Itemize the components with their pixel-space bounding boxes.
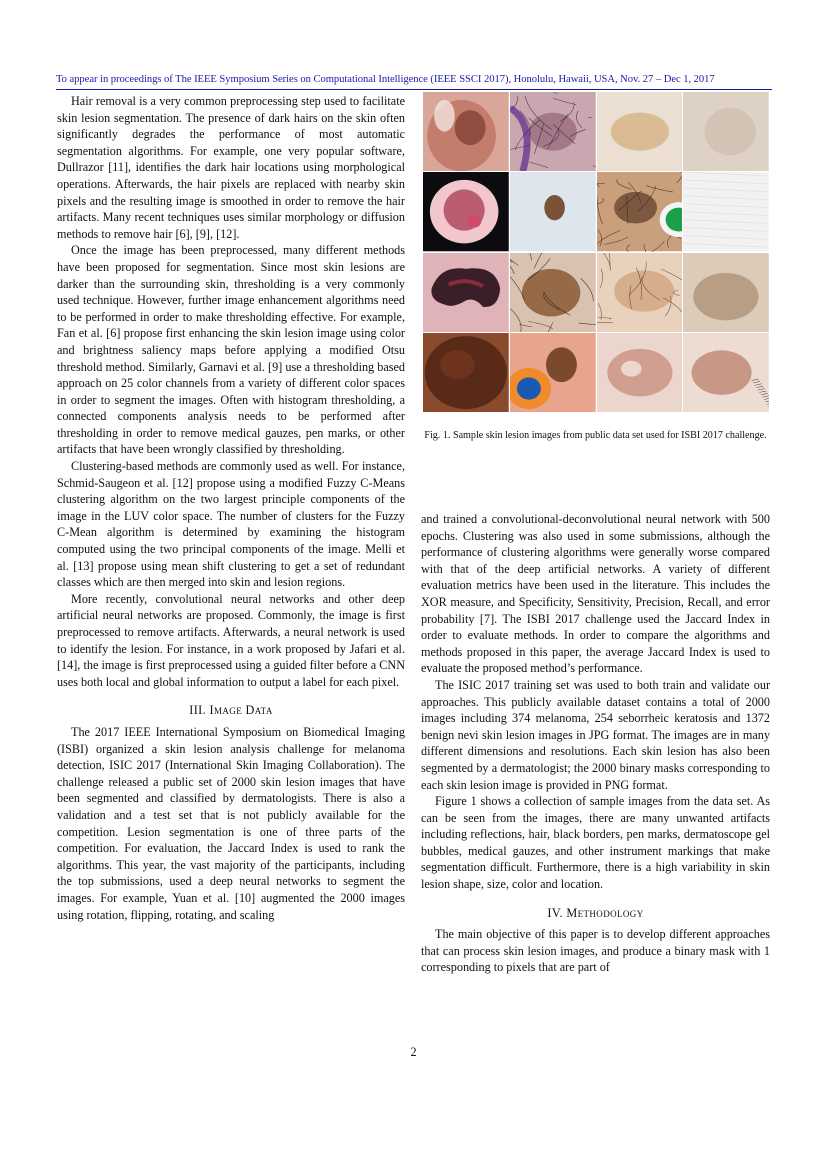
lesion-image-14: [510, 333, 596, 412]
section-title: Image Data: [209, 703, 273, 718]
paragraph-hair-removal: Hair removal is a very common preprocessing step used to facilitate skin lesion segmentation. The presence of dark hairs on the skin often significantly degrades the performance of most automatic segmentation algorithms. For example, one very popular software, Dullrazor [11], identifies the dark hair locations using morphological operations. Afterwards, the hair pixels are replaced with nearby skin pixels and the resulting image is smoothed in order to remove the hair artifacts. Many recent techniques uses similar morphology or diffusion methods to remove hair [6], [9], [12].: [57, 94, 405, 241]
section-number: III.: [189, 703, 207, 718]
paragraph-clustering: Clustering-based methods are commonly used as well. For instance, Schmid-Saugeon et al. [12] propose using a modified Fuzzy C-Means clustering algorithm on the two largest principle components of the image in the LUV color space. The number of clusters for the Fuzzy C-Mean algorithm is determined by examining the histogram computed using the two principal components of the image. Melli et al. [13] propose using mean shift clustering to get a set of redundant classes which are then merged into skin and lesion regions.: [57, 459, 405, 590]
figure-sample-lesions: [423, 92, 769, 412]
paragraph-methodology: The main objective of this paper is to develop different approaches that can process skin lesion images, and produce a binary mask with 1 corresponding to pixels that are part of: [421, 927, 770, 975]
paragraph-thresholding: Once the image has been preprocessed, many different methods have been proposed for segmentation. Since most skin lesions are darker than the surrounding skin, thresholding is a very commonly used technique. However, further image enhancement algorithms need to be performed in order to make thresholding effective. For example, Fan et al. [6] propose first enhancing the skin lesion image using color and brightness saliency maps before applying a modified Otsu threshold method. Similarly, Garnavi et al. [9] use a thresholding based approach on 25 color channels from a variety of different color spaces in order to segment the images. Often with histogram thresholding, a connected components analysis needs to be performed after thresholding in order to remove medical gauzes, pen marks, or other artifacts that have been wrongly classified by thresholding.: [57, 243, 405, 457]
section-heading-methodology: [421, 905, 770, 922]
section-title: Methodology: [566, 905, 644, 920]
section-heading-image-data: [57, 702, 405, 719]
section-number: IV.: [547, 905, 563, 920]
lesion-image-4: [683, 92, 769, 171]
lesion-image-16: [683, 333, 769, 412]
lesion-image-2: [510, 92, 596, 171]
lesion-image-12: [683, 253, 769, 332]
lesion-image-10: [510, 253, 596, 332]
paragraph-neural-networks: More recently, convolutional neural networks and other deep artificial neural networks are proposed. Commonly, the image is first preprocessed to remove artifacts. Afterwards, a neural network is used to identify the lesion. For instance, in a work proposed by Jafari et al. [14], the image is first preprocessed using a guided filter before a CNN uses both local and global information to output a label for each pixel.: [57, 591, 405, 689]
lesion-image-9: [423, 253, 509, 332]
lesion-image-1: [423, 92, 509, 171]
lesion-image-8: [683, 172, 769, 251]
left-column: [57, 93, 405, 923]
paragraph-figure-description: Figure 1 shows a collection of sample images from the data set. As can be seen from the images, there are many unwanted artifacts including reflections, hair, black borders, pen marks, dermatoscope gel bubbles, medical gauzes, and other instrument markings that make segmentation difficult. Furthermore, there is a high variability in skin lesion shape, size, color and location.: [421, 794, 770, 892]
figure-caption: Fig. 1. Sample skin lesion images from public data set used for ISBI 2017 challenge.: [424, 430, 767, 441]
paragraph-dataset: The ISIC 2017 training set was used to both train and validate our approaches. This publicly available dataset contains a total of 2000 images including 374 melanoma, 254 seborrheic keratosis and 1372 benign nevi skin lesion images in JPG format. The images are in many different dimensions and resolutions. Each skin lesion has also been segmented by a dermatologist; the 2000 binary masks corresponding to each skin lesion image is provided in PNG format.: [421, 677, 770, 792]
lesion-image-6: [510, 172, 596, 251]
header-rule: [56, 89, 772, 90]
lesion-image-5: [423, 172, 509, 251]
right-column: [421, 511, 770, 976]
page-number: 2: [410, 1045, 417, 1059]
lesion-image-3: [597, 92, 683, 171]
lesion-image-13: [423, 333, 509, 412]
lesion-image-11: [597, 253, 683, 332]
lesion-image-7: [597, 172, 683, 251]
lesion-image-15: [597, 333, 683, 412]
running-header: To appear in proceedings of The IEEE Symposium Series on Computational Intelligence (IEEE SSCI 2017), Honolulu, Hawaii, USA, Nov. 27 – Dec 1, 2017: [56, 74, 715, 85]
paragraph-image-data: The 2017 IEEE International Symposium on Biomedical Imaging (ISBI) organized a skin lesion analysis challenge for melanoma detection, ISIC 2017 (International Skin Imaging Collaboration). The challenge released a public set of 2000 skin lesion images that have been segmented and classified by dermatologists. There is also a validation and a test set that is not publicly available for the competition. Lesion segmentation is one of three parts of the competition. For evaluation, the Jaccard Index is used to rank the algorithms. This year, the vast majority of the participants, including the top submissions, used a deep neural networks to segment the images. For example, Yuan et al. [10] augmented the 2000 images using rotation, flipping, rotating, and scaling: [57, 724, 405, 922]
paragraph-evaluation: and trained a convolutional-deconvolutional neural network with 500 epochs. Clustering was also used in some submissions, although the performance of clustering algorithms were generally worse compared with that of the deep artificial networks. A variety of different evaluation metrics have been used in the literature. This includes the XOR measure, and Specificity, Sensitivity, Precision, Recall, and error probability [7]. The ISBI 2017 challenge used the Jaccard Index in order to evaluate methods. In order to compare the algorithms and methods proposed in this paper, the average Jaccard Index is used to evaluate the proposed method’s performance.: [421, 512, 770, 676]
